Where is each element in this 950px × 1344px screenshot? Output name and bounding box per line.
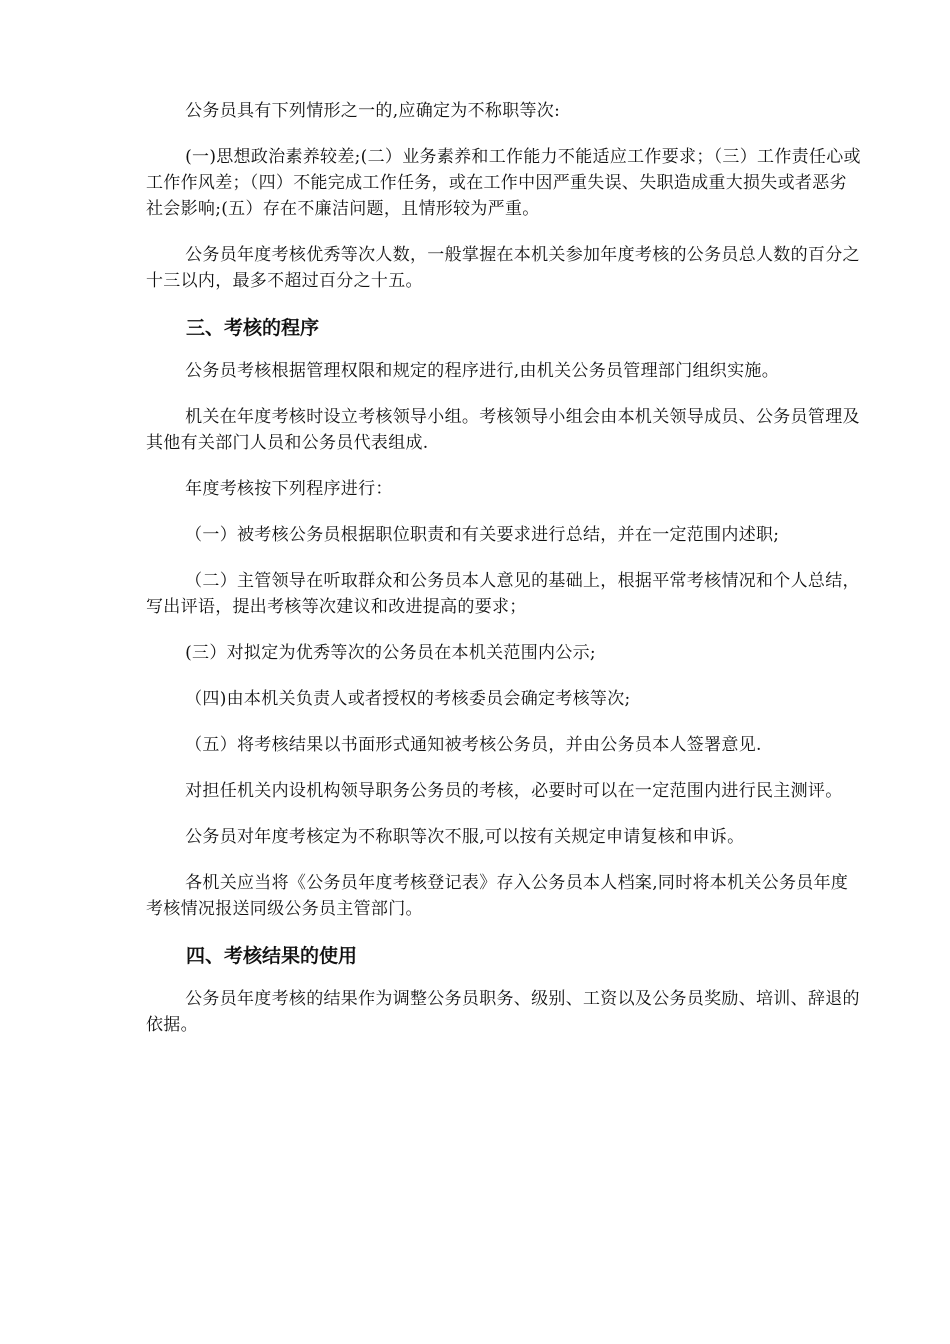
paragraph: （五）将考核结果以书面形式通知被考核公务员，并由公务员本人签署意见. [185,735,762,755]
section-heading-procedure: 三、考核的程序 [186,317,320,339]
paragraph: 机关在年度考核时设立考核领导小组。考核领导小组会由本机关领导成员、公务员管理及其他有关部门人员和公务员代表组成. [146,407,860,453]
paragraph: 公务员具有下列情形之一的,应确定为不称职等次: [185,101,561,121]
paragraph: （四)由本机关负责人或者授权的考核委员会确定考核等次; [185,689,631,709]
paragraph: （一）被考核公务员根据职位职责和有关要求进行总结，并在一定范围内述职; [185,525,780,545]
paragraph: (一)思想政治素养较差;(二）业务素养和工作能力不能适应工作要求；（三）工作责任心或工作作风差；（四）不能完成工作任务，或在工作中因严重失误、失职造成重大损失或者恶劣社会影响;(五）存在不廉洁问题，且情形较为严重。 [146,147,861,219]
paragraph: 对担任机关内设机构领导职务公务员的考核，必要时可以在一定范围内进行民主测评。 [185,781,843,801]
paragraph: 公务员对年度考核定为不称职等次不服,可以按有关规定申请复核和申诉。 [185,827,745,847]
paragraph: 年度考核按下列程序进行： [185,479,393,499]
section-heading-results-use: 四、考核结果的使用 [186,945,358,967]
paragraph: 各机关应当将《公务员年度考核登记表》存入公务员本人档案,同时将本机关公务员年度考核情况报送同级公务员主管部门。 [146,873,849,919]
paragraph: （二）主管领导在听取群众和公务员本人意见的基础上，根据平常考核情况和个人总结，写出评语，提出考核等次建议和改进提高的要求； [146,571,860,617]
paragraph: 公务员考核根据管理权限和规定的程序进行,由机关公务员管理部门组织实施。 [185,361,779,381]
paragraph: (三）对拟定为优秀等次的公务员在本机关范围内公示; [185,643,596,663]
document-body [146,98,862,1058]
paragraph: 公务员年度考核优秀等次人数，一般掌握在本机关参加年度考核的公务员总人数的百分之十三以内，最多不超过百分之十五。 [146,245,860,291]
paragraph: 公务员年度考核的结果作为调整公务员职务、级别、工资以及公务员奖励、培训、辞退的依据。 [146,989,860,1035]
